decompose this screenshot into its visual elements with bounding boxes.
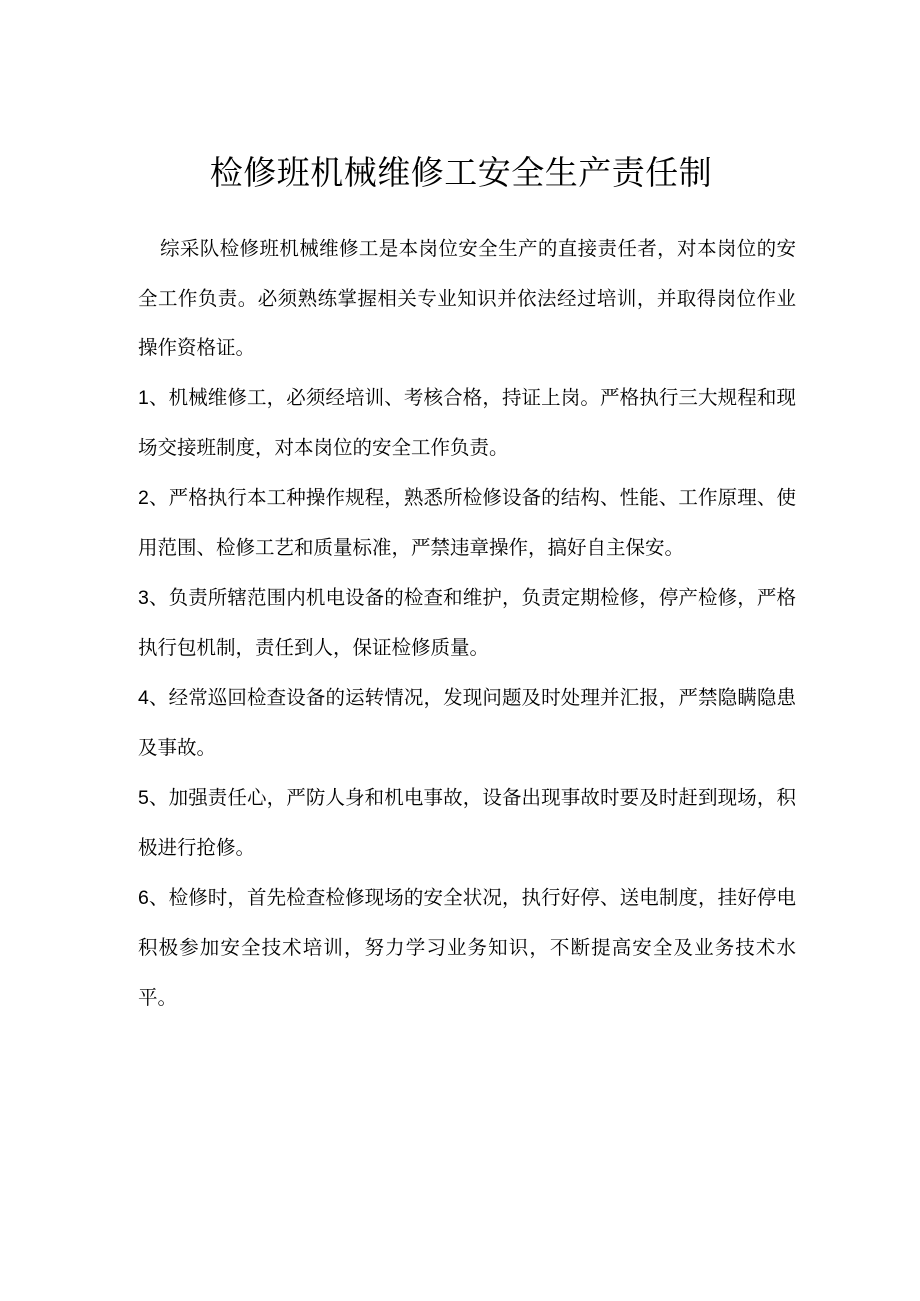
document-body: [138, 224, 796, 1022]
item-text: 、严格执行本工种操作规程，熟悉所检修设备的结构、性能、工作原理、使用范围、检修工艺和质量标准，严禁违章操作，搞好自主保安。: [138, 485, 796, 559]
item-number: 5: [138, 786, 149, 809]
item-number: 4: [138, 686, 149, 709]
item-text: 、负责所辖范围内机电设备的检查和维护，负责定期检修，停产检修，严格执行包机制，责任到人，保证检修质量。: [138, 585, 796, 659]
item-1: [138, 373, 796, 473]
item-2: [138, 473, 796, 573]
item-number: 1: [138, 386, 149, 409]
item-number: 3: [138, 586, 149, 609]
item-number: 6: [138, 886, 149, 909]
item-4: [138, 673, 796, 773]
item-6: [138, 873, 796, 1023]
item-number: 2: [138, 486, 149, 509]
item-text: 、机械维修工，必须经培训、考核合格，持证上岗。严格执行三大规程和现场交接班制度，对本岗位的安全工作负责。: [138, 385, 796, 459]
intro-paragraph: 综采队检修班机械维修工是本岗位安全生产的直接责任者，对本岗位的安全工作负责。必须熟练掌握相关专业知识并依法经过培训，并取得岗位作业操作资格证。: [138, 237, 796, 359]
document-title: 检修班机械维修工安全生产责任制: [209, 153, 713, 192]
item-text: 、经常巡回检查设备的运转情况，发现问题及时处理并汇报，严禁隐瞒隐患及事故。: [138, 685, 796, 759]
item-text: 、检修时，首先检查检修现场的安全状况，执行好停、送电制度，挂好停电积极参加安全技术培训，努力学习业务知识，不断提高安全及业务技术水平。: [138, 885, 796, 1009]
item-3: [138, 573, 796, 673]
item-text: 、加强责任心，严防人身和机电事故，设备出现事故时要及时赶到现场，积极进行抢修。: [138, 785, 796, 859]
item-5: [138, 773, 796, 873]
